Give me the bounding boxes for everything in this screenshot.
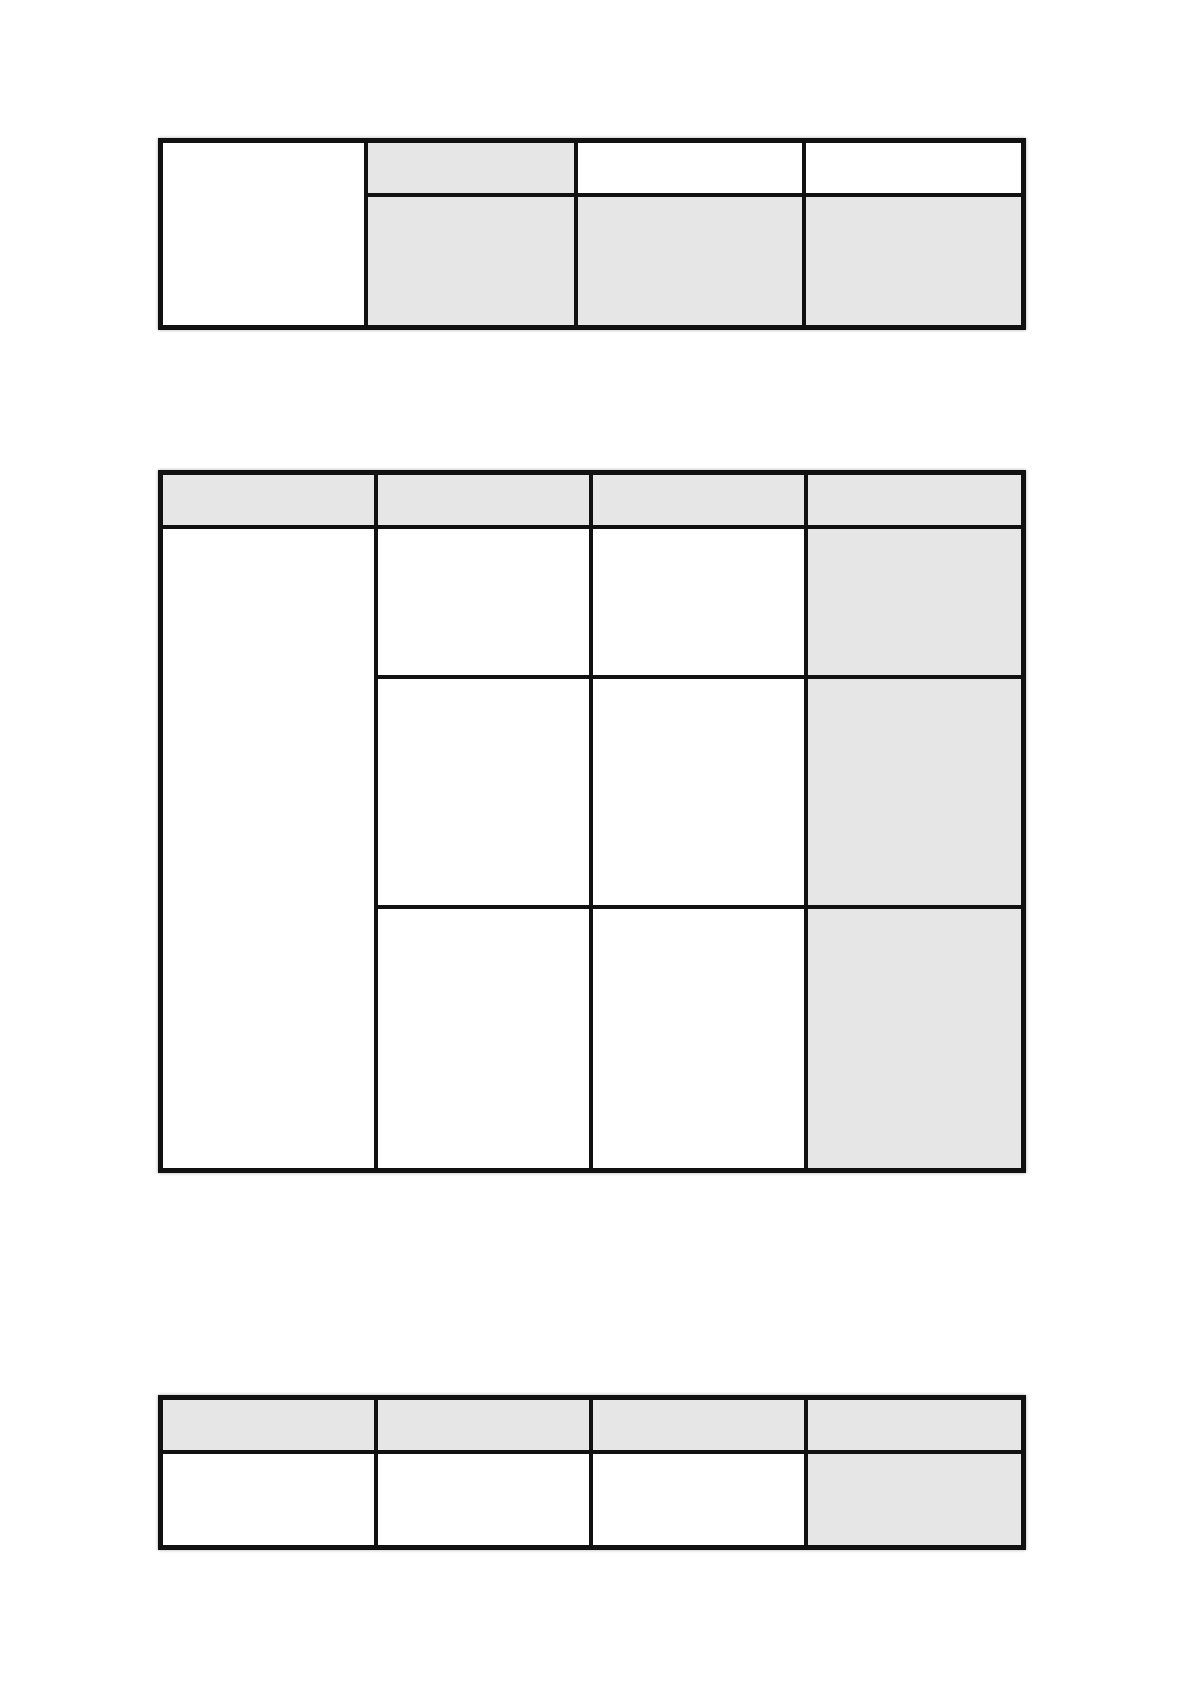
table-cell bbox=[366, 141, 576, 195]
table-cell bbox=[576, 195, 804, 328]
table-cell bbox=[806, 907, 1024, 1171]
table-cell bbox=[804, 141, 1024, 195]
table-cell bbox=[804, 195, 1024, 328]
table-header-cell bbox=[591, 473, 806, 527]
table-header-cell bbox=[591, 1398, 806, 1452]
table-cell bbox=[591, 907, 806, 1171]
competence-table bbox=[158, 1395, 1026, 1550]
table-cell bbox=[806, 677, 1024, 907]
competence-table bbox=[158, 470, 1026, 1173]
table-cell bbox=[376, 907, 591, 1171]
table-header-cell bbox=[806, 1398, 1024, 1452]
table-cell bbox=[161, 1452, 376, 1548]
table-cell bbox=[161, 141, 366, 328]
competence-paragraph bbox=[170, 373, 1030, 463]
table-cell bbox=[366, 195, 576, 328]
table-cell bbox=[806, 1452, 1024, 1548]
table-cell bbox=[376, 1452, 591, 1548]
table-cell bbox=[576, 141, 804, 195]
table-cell bbox=[376, 527, 591, 677]
table-cell bbox=[591, 1452, 806, 1548]
table-header-cell bbox=[806, 473, 1024, 527]
table-header-cell bbox=[376, 1398, 591, 1452]
competence-paragraph bbox=[170, 1270, 1030, 1390]
table-continuation bbox=[158, 138, 1026, 330]
table-cell bbox=[591, 527, 806, 677]
table-cell bbox=[806, 527, 1024, 677]
table-cell bbox=[591, 677, 806, 907]
table-cell bbox=[161, 527, 376, 1171]
table-cell bbox=[376, 677, 591, 907]
table-header-cell bbox=[161, 1398, 376, 1452]
table-header-cell bbox=[161, 473, 376, 527]
table-header-cell bbox=[376, 473, 591, 527]
